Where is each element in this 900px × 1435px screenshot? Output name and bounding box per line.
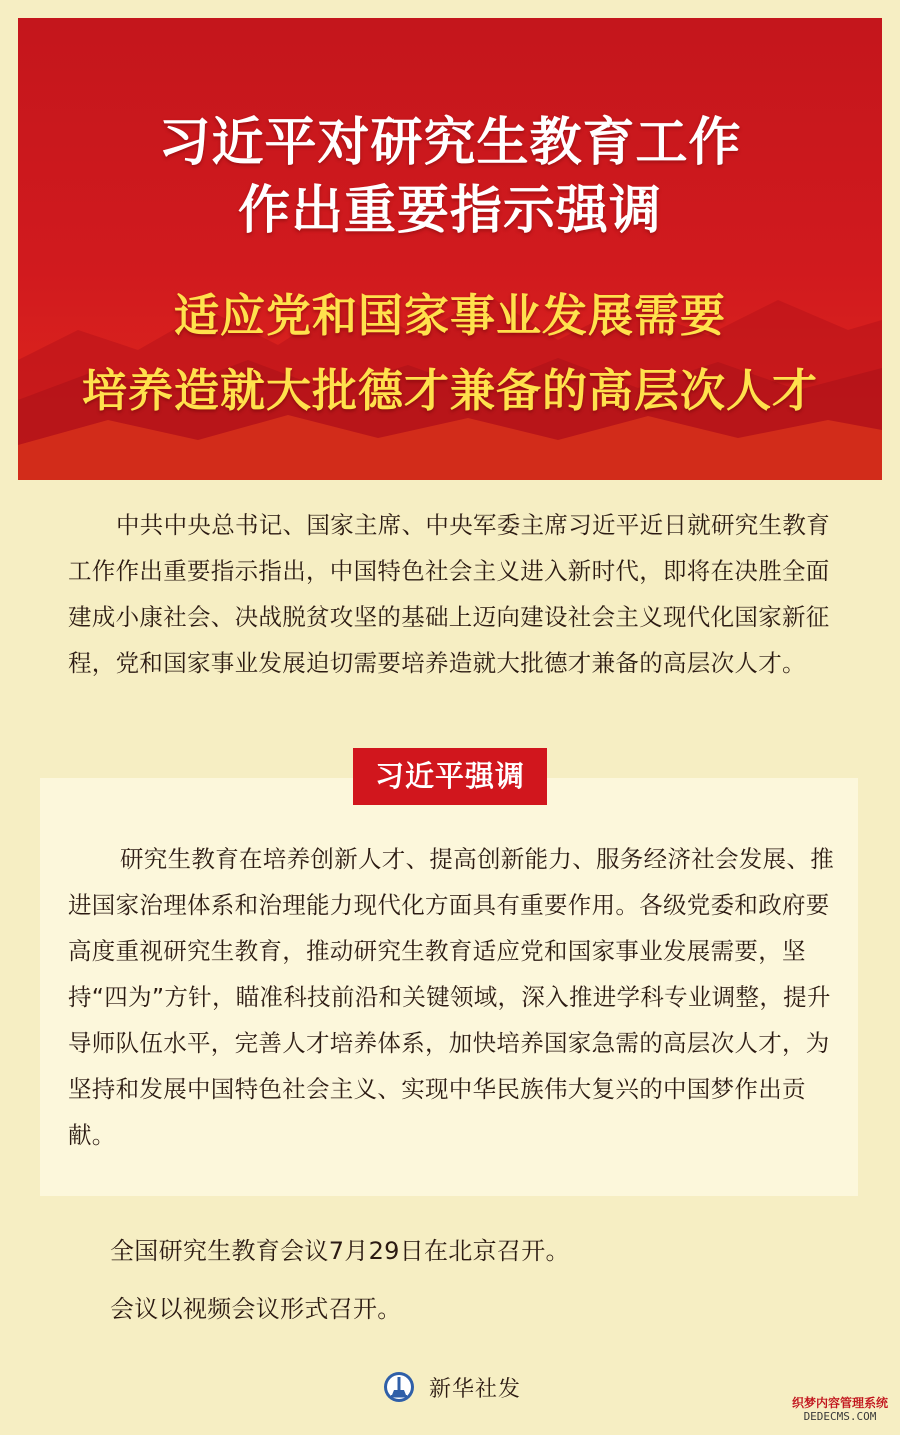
header-banner [18,18,882,480]
quote-paragraph: 研究生教育在培养创新人才、提高创新能力、服务经济社会发展、推进国家治理体系和治理能力现代化方面具有重要作用。各级党委和政府要高度重视研究生教育，推动研究生教育适应党和国家事业发展需要，坚持“四为”方针，瞄准科技前沿和关键领域，深入推进学科专业调整，提升导师队伍水平，完善人才培养体系，加快培养国家急需的高层次人才，为坚持和发展中国特色社会主义、实现中华民族伟大复兴的中国梦作出贡献。 [68,845,834,1149]
subheadline-line-2: 培养造就大批德才兼备的高层次人才 [81,364,818,417]
subheadline-line-1: 适应党和国家事业发展需要 [173,289,726,342]
headline-line-2: 作出重要指示强调 [237,181,662,241]
intro-paragraph: 中共中央总书记、国家主席、中央军委主席习近平近日就研究生教育工作作出重要指示指出，中国特色社会主义进入新时代，即将在决胜全面建成小康社会、决战脱贫攻坚的基础上迈向建设社会主义现代化国家新征程，党和国家事业发展迫切需要培养造就大批德才兼备的高层次人才。 [68,511,830,677]
xinhua-logo-icon [383,1371,415,1403]
source-credit [383,1370,521,1404]
headline-line-1: 习近平对研究生教育工作 [158,113,742,173]
watermark-line-1: 织梦内容管理系统 [791,1396,888,1410]
watermark [788,1396,892,1424]
source-label: 新华社发 [429,1376,522,1402]
quote-tag: 习近平强调 [353,748,547,805]
watermark-line-2: DEDECMS.COM [803,1410,877,1423]
meeting-format-text: 会议以视频会议形式召开。 [110,1295,402,1323]
mountain-silhouette-graphic [18,240,882,480]
meeting-date-text: 全国研究生教育会议7月29日在北京召开。 [110,1237,570,1265]
